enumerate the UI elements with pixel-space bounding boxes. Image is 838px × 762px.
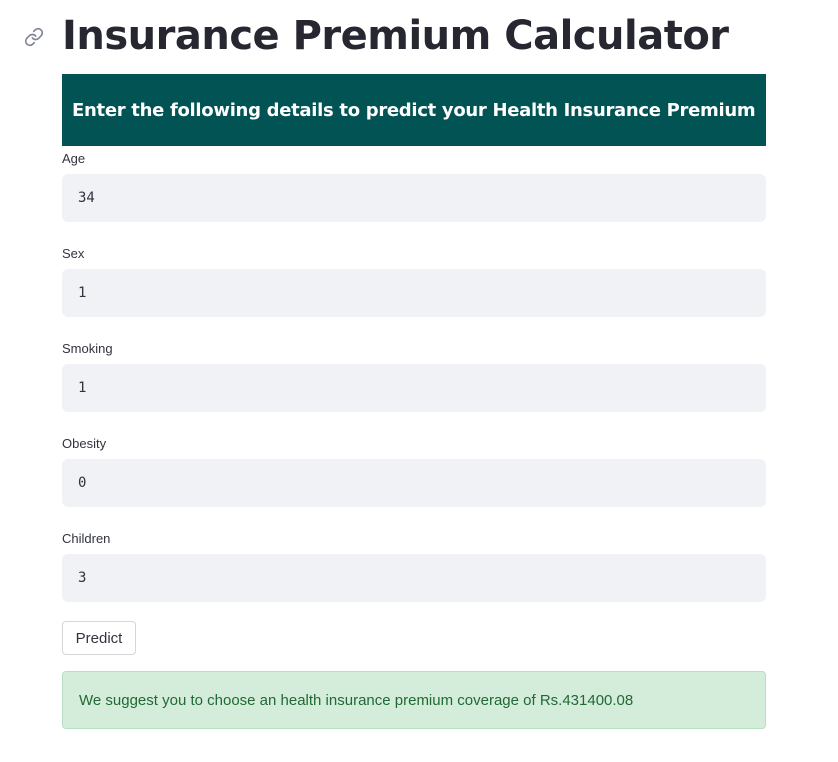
children-label: Children xyxy=(62,531,111,546)
obesity-input[interactable] xyxy=(62,459,766,507)
smoking-input[interactable] xyxy=(62,364,766,412)
instruction-banner xyxy=(62,74,766,146)
smoking-field xyxy=(62,341,766,361)
sex-field xyxy=(62,246,766,266)
obesity-field xyxy=(62,436,766,456)
predict-button[interactable]: Predict xyxy=(62,621,136,655)
age-input[interactable] xyxy=(62,174,766,222)
age-field xyxy=(62,151,766,171)
sex-label: Sex xyxy=(62,246,85,261)
result-alert xyxy=(62,671,766,729)
banner-text: Enter the following details to predict your Health Insurance Premium xyxy=(72,99,756,121)
obesity-label: Obesity xyxy=(62,436,107,451)
children-input[interactable] xyxy=(62,554,766,602)
result-message: We suggest you to choose an health insurance premium coverage of Rs.431400.08 xyxy=(79,691,634,709)
smoking-label: Smoking xyxy=(62,341,113,356)
sex-input[interactable] xyxy=(62,269,766,317)
age-label: Age xyxy=(62,151,86,166)
link-icon[interactable] xyxy=(24,27,44,47)
page-title: Insurance Premium Calculator xyxy=(62,13,729,59)
children-field xyxy=(62,531,766,551)
